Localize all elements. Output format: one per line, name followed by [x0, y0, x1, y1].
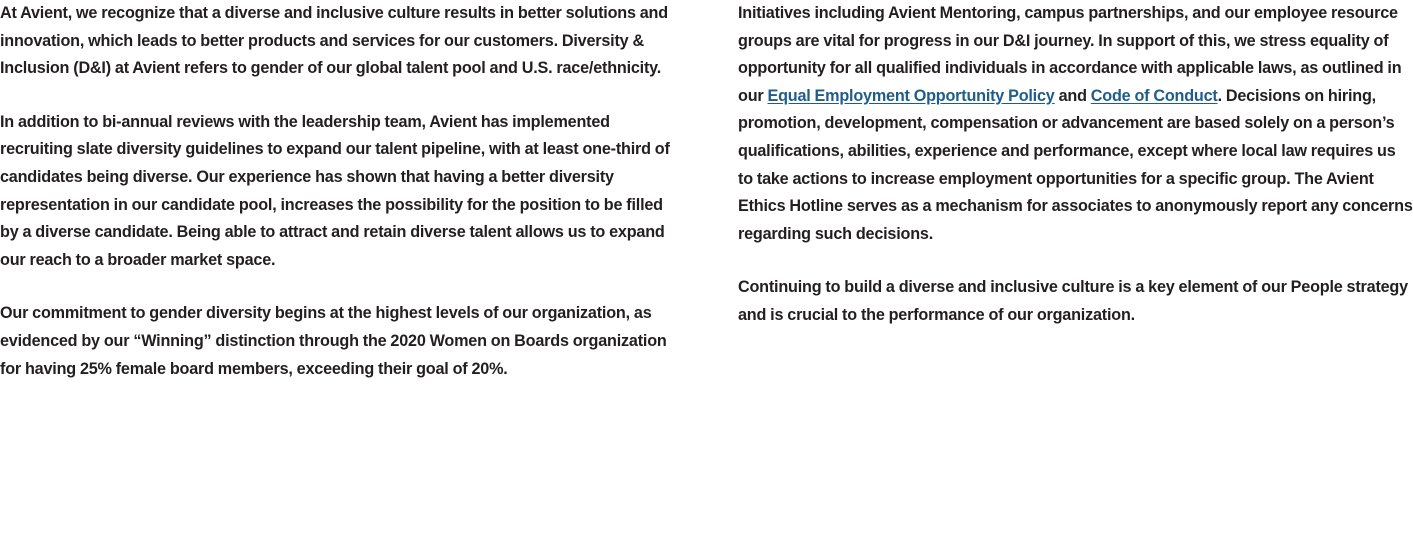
left-column [0, 0, 676, 383]
right-column [738, 0, 1413, 330]
paragraph-recruiting-slate: In addition to bi-annual reviews with the leadership team, Avient has implemented recruiting slate diversity guidelines to expand our talent pipeline, with at least one-third of candidates being diverse. Our experience has shown that having a better diversity representation in our candidate pool, increases the possibility for the position to be filled by a diverse candidate. Being able to attract and retain diverse talent allows us to expand our reach to a broader market space. [0, 112, 670, 269]
paragraph-gender-diversity-board: Our commitment to gender diversity begins at the highest levels of our organization, as evidenced by our “Winning” distinction through the 2020 Women on Boards organization for having 25% female board members, exceeding their goal of 20%. [0, 304, 667, 378]
text-after-code-of-conduct-link: . Decisions on hiring, promotion, development, compensation or advancement are based solely on a person’s qualifications, abilities, experience and performance, except where local law requires us to take actions to increase employment opportunities for a specific group. The Avient Ethics Hotline serves as a mechanism for associates to anonymously report any concerns regarding such decisions. [738, 86, 1413, 243]
text-before-eeo-link: Initiatives including Avient Mentoring, campus partnerships, and our employee resource groups are vital for progress in our D&I journey. In support of this, we stress equality of opportunity for all qualified individuals in accordance with applicable laws, as outlined in our [738, 4, 1402, 105]
paragraph-diversity-definition: At Avient, we recognize that a diverse and inclusive culture results in better solutions and innovation, which leads to better products and services for our customers. Diversity & Inclusion (D&I) at Avient refers to gender of our global talent pool and U.S. race/ethnicity. [0, 4, 668, 78]
code-of-conduct-link[interactable]: Code of Conduct [1090, 86, 1218, 105]
equal-employment-opportunity-policy-link[interactable]: Equal Employment Opportunity Policy [767, 86, 1055, 105]
paragraph-people-strategy: Continuing to build a diverse and inclusive culture is a key element of our People strategy and is crucial to the performance of our organization. [738, 278, 1408, 324]
paragraph-initiatives-and-policies [738, 0, 1413, 248]
text-between-links: and [1054, 86, 1091, 105]
